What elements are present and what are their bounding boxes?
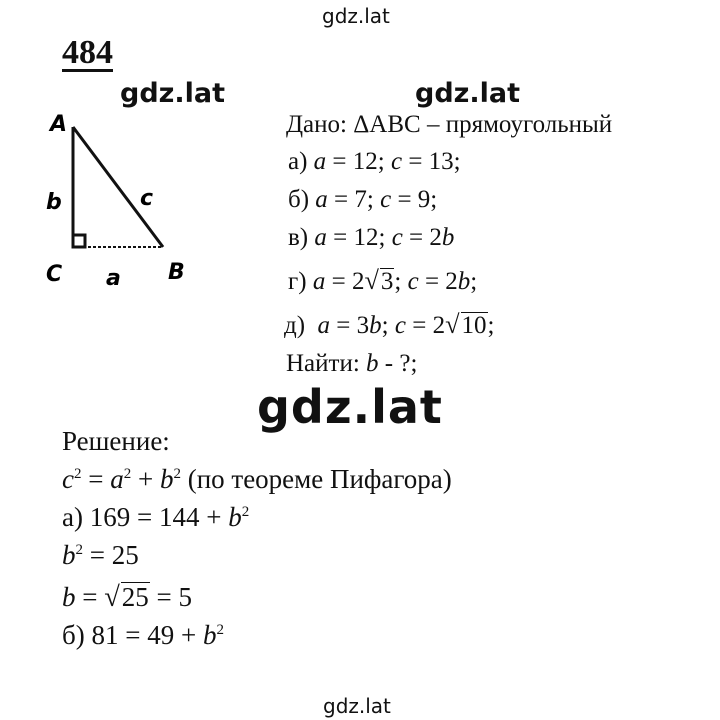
given-item-g: г) a = 2√3; c = 2b; [288,266,478,295]
watermark-right: gdz.lat [415,78,521,109]
watermark-under-number: gdz.lat [120,78,226,109]
triangle-figure [40,105,210,290]
watermark-middle: gdz.lat [257,380,443,434]
solution-b-line-1: б) $81 = 49 + b^2$ [62,620,224,650]
sqrt-3: 3 [380,268,394,295]
watermark-bottom: gdz.lat [323,694,391,718]
solution-a-line-2: $b^2 = 25$ [62,540,139,570]
pythagoras-line: $c^2 = a^2 + b^2$ (по теореме Пифагора) [62,464,452,494]
solution-a-line-1: а) $169 = 144 + b^2$ [62,502,250,532]
vertex-a-label: A [50,112,68,137]
given-item-v: в) a = 12; c = 2b [288,224,455,251]
find-line: Найти: b - ?; [286,350,418,377]
side-b-label: b [46,190,62,215]
vertex-c-label: C [46,262,63,287]
side-a-label: a [106,266,121,290]
given-item-d: д) a = 3b; c = 2√10; [284,310,495,339]
given-item-b: б) a = 7; c = 9; [288,186,438,213]
solution-header: Решение: [62,426,170,456]
right-angle-mark [73,235,85,247]
given-header: Дано: ΔABC – прямоугольный [286,111,613,138]
solution-a-line-3: b = √25 = 5 [62,582,193,613]
watermark-top: gdz.lat [322,4,390,28]
vertex-b-label: B [168,260,185,285]
sqrt-25: 25 [121,582,149,612]
sqrt-10: 10 [461,312,487,339]
given-item-a: а) a = 12; c = 13; [288,148,461,175]
problem-number: 484 [62,34,113,71]
side-c-label: c [140,186,154,211]
